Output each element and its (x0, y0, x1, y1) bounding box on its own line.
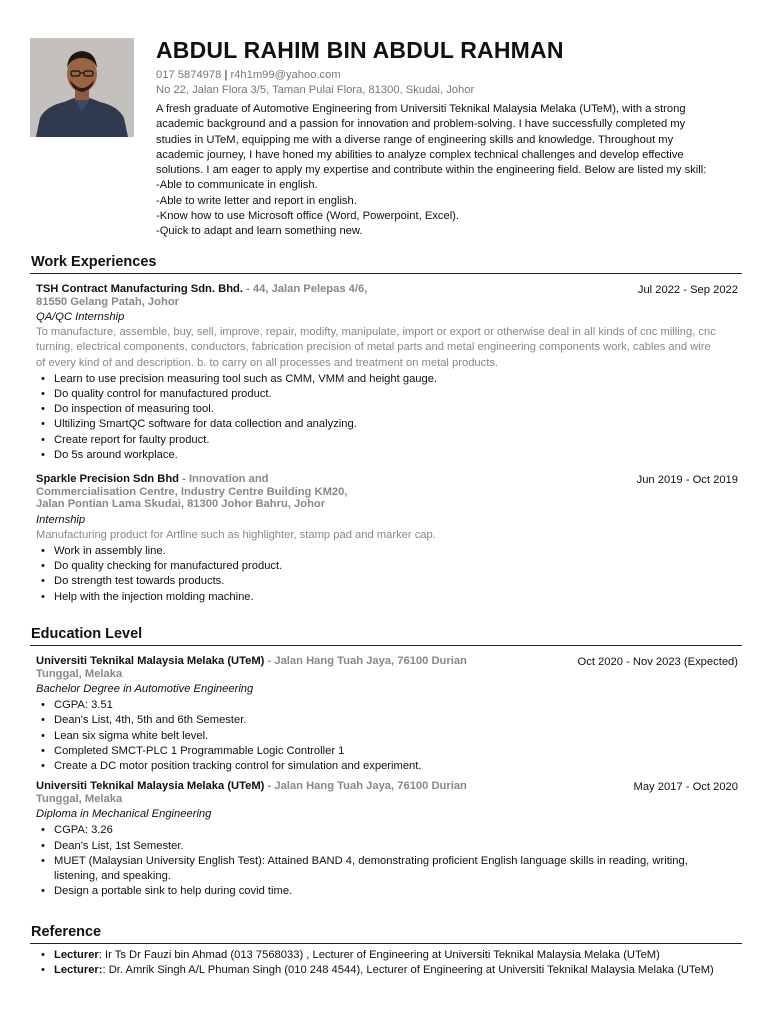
list-item: • Create a DC motor position tracking control for simulation and experiment. (54, 759, 742, 774)
reference-section (30, 923, 742, 978)
company-location: 81550 Gelang Patah, Johor (36, 295, 180, 308)
work-experiences-section (30, 253, 742, 605)
job-description (36, 325, 742, 371)
entry-date: Jun 2019 - Oct 2019 (636, 474, 738, 487)
institution-location: Tunggal, Melaka (36, 792, 123, 805)
entry-org-location (36, 780, 516, 805)
job-description (36, 528, 742, 543)
contact-line (156, 68, 746, 83)
list-item: • Do strength test towards products. (54, 574, 742, 589)
summary-line: academic journey, I have honed my abilities to analyze complex technical challenges and develop effective (156, 148, 684, 161)
entry-header (36, 473, 742, 511)
skill-line: -Quick to adapt and learn something new. (156, 225, 363, 238)
reference-label: Lecturer (54, 949, 99, 961)
list-item: • CGPA: 3.26 (54, 823, 742, 838)
list-item: • Design a portable sink to help during covid time. (54, 884, 742, 899)
skill-line: -Able to communicate in english. (156, 179, 318, 192)
skill-line: -Able to write letter and report in english. (156, 194, 357, 207)
list-item: • Completed SMCT-PLC 1 Programmable Logic Controller 1 (54, 744, 742, 759)
list-item: • Dean's List, 4th, 5th and 6th Semester. (54, 713, 742, 728)
entry-header (36, 655, 742, 680)
degree-title: Diploma in Mechanical Engineering (36, 808, 212, 821)
section-title: Work Experiences (30, 253, 742, 274)
home-address: No 22, Jalan Flora 3/5, Taman Pulai Flora, 81300, Skudai, Johor (156, 84, 475, 96)
entry-header (36, 283, 742, 308)
education-entry (30, 655, 742, 774)
resume-header (156, 36, 746, 240)
list-item: • Do quality control for manufactured product. (54, 387, 742, 402)
company-location: Jalan Pontian Lama Skudai, 81300 Johor Bahru, Johor (36, 498, 326, 511)
list-item: • Create report for faulty product. (54, 433, 742, 448)
reference-entries (30, 948, 742, 978)
list-item-line: listening, and speaking. (54, 870, 171, 883)
education-section (30, 625, 742, 899)
task-list (36, 372, 742, 463)
company-name: Sparkle Precision Sdn Bhd (36, 473, 179, 486)
list-item: • Learn to use precision measuring tool such as CMM, VMM and height gauge. (54, 372, 742, 387)
profile-photo (30, 38, 134, 137)
company-location: - Innovation and (179, 473, 269, 486)
summary-line: solutions. I am eager to apply my expertise and contribute within the engineering field. Below are listed my skill: (156, 164, 707, 177)
achievement-list (36, 698, 742, 774)
institution-location: Tunggal, Melaka (36, 667, 123, 680)
institution-location: - Jalan Hang Tuah Jaya, 76100 Durian (264, 655, 467, 667)
entry-date: Jul 2022 - Sep 2022 (637, 284, 738, 296)
institution-name: Universiti Teknikal Malaysia Melaka (UTeM) (36, 655, 265, 667)
work-entry (30, 473, 742, 605)
reference-item (54, 963, 742, 978)
reference-text: : Dr. Amrik Singh A/L Phuman Singh (010 248 4544), Lecturer of Engineering at Universiti Teknikal Malaysia Melaka (UTeM) (102, 964, 714, 977)
entry-date: Oct 2020 - Nov 2023 (Expected) (577, 656, 738, 668)
institution-name: Universiti Teknikal Malaysia Melaka (UTeM) (36, 780, 265, 793)
reference-item (54, 948, 742, 963)
list-item: • Work in assembly line. (54, 544, 742, 559)
job-title: QA/QC Internship (36, 311, 125, 323)
reference-label: Lecturer: (54, 964, 103, 977)
work-entry (30, 283, 742, 463)
degree-title: Bachelor Degree in Automotive Engineering (36, 683, 254, 695)
reference-text: : Ir Ts Dr Fauzi bin Ahmad (013 7568033) , Lecturer of Engineering at Universiti Teknikal Malaysia Melaka (UTeM) (98, 949, 660, 961)
list-item (54, 854, 742, 884)
achievement-list (36, 823, 742, 899)
list-item: • Do 5s around workplace. (54, 448, 742, 463)
entry-org-location (36, 655, 516, 680)
profile-summary (156, 102, 746, 240)
company-location: Commercialisation Centre, Industry Centre Building KM20, (36, 485, 348, 498)
description-line: turning, electrical components, conductors, fabrication precision of metal parts and metal engineering components work, cables and wire (36, 341, 711, 354)
description-line: Manufacturing product for Artline such as highlighter, stamp pad and marker cap. (36, 528, 436, 541)
summary-line: A fresh graduate of Automotive Engineering from Universiti Teknikal Malaysia Melaka (UTeM), with a strong (156, 103, 686, 115)
institution-location: - Jalan Hang Tuah Jaya, 76100 Durian (264, 780, 467, 793)
list-item: • CGPA: 3.51 (54, 698, 742, 713)
description-line: of every kind of and description. b. to carry on all processes and treatment on metal products. (36, 356, 499, 369)
skill-line: -Know how to use Microsoft office (Word, Powerpoint, Excel). (156, 210, 460, 223)
profile-photo-illustration (30, 38, 134, 137)
phone-number: 017 5874978 (156, 69, 222, 81)
list-item-line: MUET (Malaysian University English Test): Attained BAND 4, demonstrating proficient English language skills in reading, writing, (54, 854, 688, 867)
company-name: TSH Contract Manufacturing Sdn. Bhd. (36, 283, 243, 295)
entry-header (36, 780, 742, 805)
entry-org-location (36, 473, 516, 511)
description-line: To manufacture, assemble, buy, sell, improve, repair, modifty, manipulate, import or export or otherwise deal in all kinds of cnc milling, cnc (36, 326, 716, 339)
list-item: • Lean six sigma white belt level. (54, 729, 742, 744)
section-title: Reference (30, 923, 742, 944)
list-item: • Help with the injection molding machine. (54, 590, 742, 605)
section-title: Education Level (30, 625, 742, 646)
email-address: r4h1m99@yahoo.com (230, 69, 341, 81)
job-title: Internship (36, 513, 86, 526)
entry-date: May 2017 - Oct 2020 (633, 781, 738, 794)
list-item: • Ultilizing SmartQC software for data collection and analyzing. (54, 417, 742, 432)
reference-list (36, 948, 742, 978)
contact-separator: | (224, 69, 228, 81)
list-item: • Do inspection of measuring tool. (54, 402, 742, 417)
candidate-name: ABDUL RAHIM BIN ABDUL RAHMAN (156, 37, 564, 63)
summary-line: academic background and a passion for innovation and problem-solving. I have successfully completed my (156, 118, 686, 131)
entry-org-location (36, 283, 516, 308)
task-list (36, 544, 742, 605)
list-item: • Do quality checking for manufactured product. (54, 559, 742, 574)
list-item: • Dean's List, 1st Semester. (54, 839, 742, 854)
summary-line: studies in UTeM, equipping me with a diverse range of engineering skills and knowledge. Throughout my (156, 133, 674, 146)
company-location: - 44, Jalan Pelepas 4/6, (242, 283, 368, 295)
education-entry (30, 780, 742, 899)
